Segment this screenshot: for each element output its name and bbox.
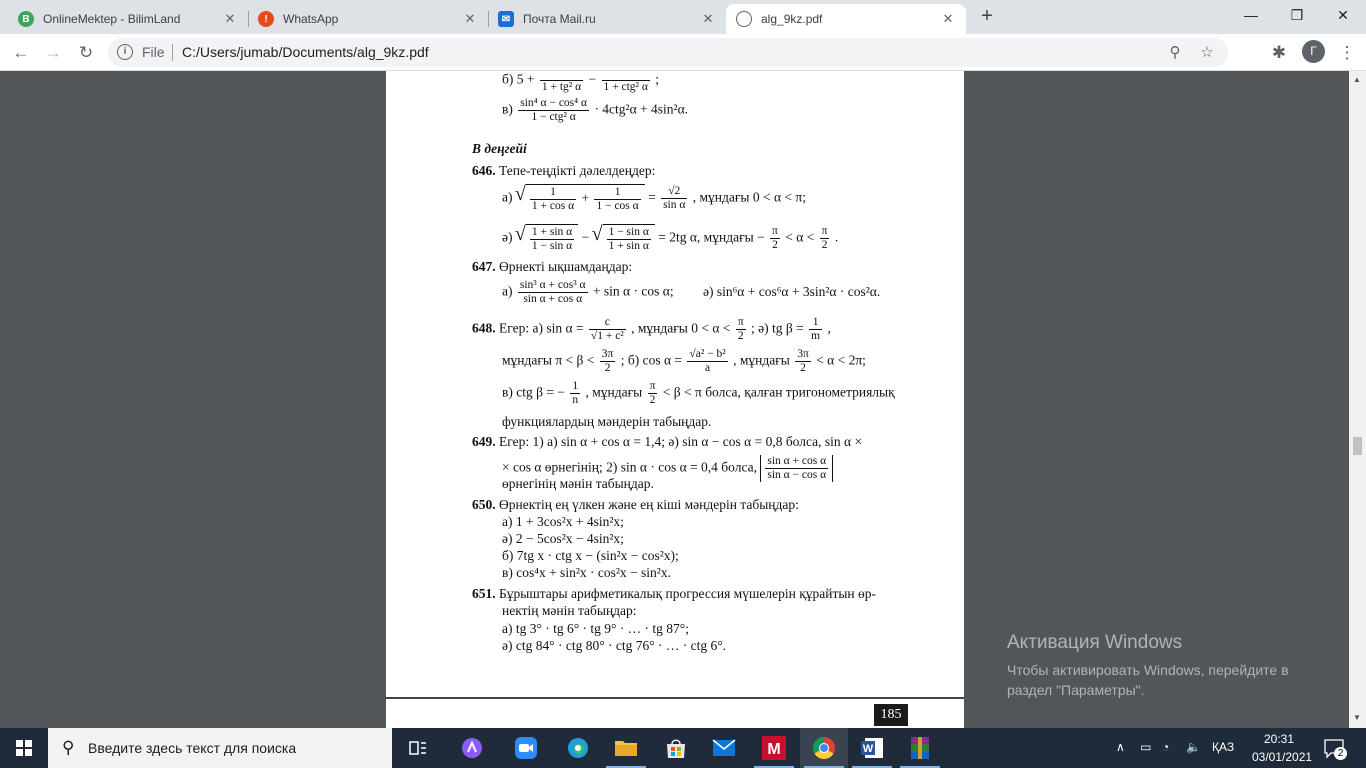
fraction: $\frac{\text{sin⁴ α − cos⁴ α}}{\text{1 − ctg² α}}$	[520, 97, 588, 123]
problem-647	[472, 259, 632, 275]
text-fragment: ә) sin⁶α + cos⁶α + 3sin²α · cos²α.	[702, 283, 881, 299]
text-line: нектің мәнін табыңдар:	[502, 603, 637, 618]
clock-time: 20:31	[1263, 732, 1295, 746]
text-fragment: , мұндағы 0 < α <	[631, 320, 731, 336]
new-tab-button[interactable]: +	[981, 5, 993, 27]
minimize-button[interactable]: —	[1244, 7, 1258, 23]
list-item: ә) ctg 84° · ctg 80° · ctg 76° · … · ctg 6°.	[502, 638, 727, 653]
tab-mail[interactable]	[488, 4, 726, 34]
tab-title: alg_9kz.pdf	[761, 12, 823, 26]
fraction: $\frac{\pi}{2}$	[649, 380, 656, 406]
mail-app-icon[interactable]	[700, 728, 748, 768]
vertical-scrollbar[interactable]	[1349, 71, 1366, 728]
tab-whatsapp[interactable]	[248, 4, 488, 34]
problem-number: 651.	[472, 586, 496, 601]
fraction: $\frac{\pi}{2}$	[737, 316, 744, 342]
problem-text: Бұрыштары арифметикалық прогрессия мүшелерін құрайтын өр-	[499, 586, 877, 601]
tab-title: OnlineMektep - BilimLand	[43, 12, 181, 26]
chevron-up-icon[interactable]: ∧	[1116, 740, 1125, 754]
url-text[interactable]: C:/Users/jumab/Documents/alg_9kz.pdf	[182, 44, 429, 60]
svg-text:W: W	[862, 743, 874, 755]
problem-text: Өрнекті ықшамдаңдар:	[499, 259, 633, 274]
fraction: 1 + tg² α	[540, 71, 583, 94]
problem-650	[472, 497, 799, 513]
back-button[interactable]: ←	[12, 43, 30, 62]
text-line: өрнегінің мәнін табыңдар.	[502, 476, 654, 491]
text-fragment: ә)	[502, 229, 513, 245]
language-indicator[interactable]: ҚАЗ	[1212, 740, 1235, 754]
tab-title: Почта Mail.ru	[523, 12, 596, 26]
text-fragment: , мұндағы 0 < α < π;	[692, 189, 806, 205]
bilimland-icon: B	[18, 11, 34, 27]
text-fragment: мұндағы π < β <	[502, 352, 595, 368]
problem-number: 648.	[472, 320, 496, 336]
problem-number: 646.	[472, 163, 496, 178]
address-bar[interactable]	[108, 38, 1228, 67]
list-item: а) tg 3° · tg 6° · tg 9° · … · tg 87°;	[502, 621, 689, 636]
close-icon[interactable]: ✕	[464, 11, 476, 26]
task-view-icon[interactable]	[394, 728, 442, 768]
text-fragment: б) 5 +	[502, 71, 535, 87]
maximize-button[interactable]: ❐	[1290, 7, 1304, 23]
close-icon[interactable]: ✕	[702, 11, 714, 26]
text-fragment: < α <	[785, 229, 815, 245]
globe-icon	[736, 11, 752, 27]
problem-649	[472, 434, 862, 450]
text-fragment: ; б) cos α =	[620, 352, 683, 368]
watermark-title: Активация Windows	[1007, 632, 1183, 653]
alice-assistant-icon[interactable]	[448, 728, 496, 768]
text-fragment: ,	[827, 320, 831, 336]
problem-648	[472, 316, 831, 343]
close-icon[interactable]: ✕	[942, 11, 954, 26]
bookmark-star-icon[interactable]: ☆	[1200, 44, 1214, 61]
whatsapp-icon: !	[258, 11, 274, 27]
text-line	[502, 380, 895, 407]
problem-text: Өрнектің ең үлкен және ең кіші мәндерін табыңдар:	[499, 497, 799, 512]
text-fragment: Егер: а) sin α =	[499, 320, 584, 336]
radical: √ $\frac{\text{1 − sin α}}{\text{1 + sin α}}$	[603, 224, 655, 253]
problem-number: 649.	[472, 434, 496, 449]
mysql-app-icon[interactable]	[750, 728, 798, 768]
list-item: ә) 2 − 5cos²x − 4sin²x;	[502, 531, 624, 546]
clock-date: 03/01/2021	[1252, 750, 1313, 764]
notifications-button[interactable]	[1322, 736, 1346, 760]
zoom-app-icon[interactable]	[502, 728, 550, 768]
scrollbar-thumb[interactable]	[1353, 437, 1362, 455]
pdf-viewer[interactable]	[0, 71, 1366, 728]
fraction: $\frac{\pi}{2}$	[821, 225, 828, 251]
text-fragment: < α < 2π;	[816, 352, 866, 368]
text-fragment: · 4ctg²α + 4sin²α.	[594, 101, 689, 117]
info-icon[interactable]: i	[117, 44, 133, 60]
radical: √ $\frac{\text{1 + sin α}}{\text{1 − sin α}}$	[526, 224, 578, 253]
volume-icon[interactable]: 🔈	[1186, 740, 1201, 754]
page-footer-line	[386, 697, 964, 699]
zoom-icon[interactable]: ⚲	[1169, 44, 1181, 61]
text-fragment: , мұндағы	[733, 352, 790, 368]
fraction: $\frac{\text{√a² − b²}}{a}$	[689, 348, 726, 374]
fraction: $\frac{1}{n}$	[572, 380, 579, 406]
forward-button[interactable]: →	[44, 43, 62, 62]
fraction: $\frac{1}{m}$	[811, 316, 821, 342]
system-clock[interactable]	[1252, 730, 1313, 766]
svg-text:M: M	[767, 741, 781, 758]
search-placeholder: Введите здесь текст для поиска	[88, 740, 297, 756]
list-item: а) 1 + 3cos²x + 4sin²x;	[502, 514, 624, 529]
text-fragment: ;	[655, 71, 660, 87]
tab-alg-pdf[interactable]	[726, 4, 966, 34]
text-line: функциялардың мәндерін табыңдар.	[502, 414, 712, 429]
problem-646	[472, 163, 655, 179]
fraction: $\frac{3\pi}{2}$	[601, 348, 614, 374]
text-fragment: + sin α · cos α;	[592, 283, 674, 299]
text-line: б) 5 + 1 + tg² α − 1 + ctg² α ;	[502, 71, 659, 94]
problem-number: 650.	[472, 497, 496, 512]
section-heading: В деңгейі	[472, 141, 527, 156]
edge-icon[interactable]	[554, 728, 602, 768]
store-icon[interactable]	[652, 728, 700, 768]
profile-avatar[interactable]: Г	[1302, 40, 1325, 63]
winrar-icon[interactable]	[896, 728, 944, 768]
notification-count: 2	[1334, 747, 1347, 760]
word-icon[interactable]	[848, 728, 896, 768]
chrome-icon[interactable]	[800, 728, 848, 768]
taskbar	[0, 728, 1366, 768]
text-fragment: .	[834, 229, 839, 245]
page-number: 185	[874, 704, 908, 726]
start-button[interactable]	[0, 728, 48, 768]
list-item: в) cos⁴x + sin²x · cos²x − sin²x.	[502, 565, 671, 580]
text-fragment: < β < π болса, қалған тригонометриялық	[662, 384, 895, 400]
radical: √ $\frac{1}{\text{1 + cos α}}$ + $\frac{1}{\text{1 − cos α}}$	[526, 184, 645, 213]
file-explorer-icon[interactable]	[602, 728, 650, 768]
text-fragment: в)	[502, 101, 513, 117]
menu-kebab-icon[interactable]: ⋮	[1338, 43, 1356, 62]
fraction: $\frac{\pi}{2}$	[772, 225, 778, 251]
problem-651	[472, 586, 876, 602]
browser-toolbar	[0, 34, 1366, 71]
window-close-button[interactable]: ✕	[1337, 7, 1349, 23]
fraction: $\frac{\text{sin³ α + cos³ α}}{\text{sin α + cos α}}$	[519, 279, 586, 305]
text-fragment: в) ctg β = −	[502, 384, 565, 400]
battery-icon[interactable]: ▭	[1140, 740, 1152, 754]
fraction: $\frac{c}{\text{√1 + c²}}$	[590, 316, 624, 342]
mail-icon: ✉	[498, 11, 514, 27]
text-fragment: ; ә) tg β =	[751, 320, 804, 336]
extensions-icon[interactable]: ✱	[1271, 43, 1287, 62]
text-fragment: а)	[502, 189, 513, 205]
text-fragment: а)	[502, 283, 513, 299]
reload-button[interactable]: ↻	[78, 43, 94, 62]
problem-text: Тепе-теңдікті дәлелдеңдер:	[499, 163, 656, 178]
absolute-value: $\frac{\text{sin α + cos α}}{\text{sin α − cos α}}$	[760, 455, 833, 482]
text-line	[502, 279, 880, 306]
text-fragment: , мұндағы	[585, 384, 643, 400]
activation-watermark	[1007, 632, 1327, 700]
tab-title: WhatsApp	[283, 12, 339, 26]
tab-strip	[0, 0, 1366, 34]
fraction: $\frac{3\pi}{2}$	[797, 348, 809, 374]
scroll-down-icon[interactable]: ▼	[1353, 713, 1361, 722]
problem-number: 647.	[472, 259, 496, 274]
taskbar-search[interactable]	[48, 728, 392, 768]
text-fragment: × cos α өрнегінің; 2) sin α · cos α = 0,4 болса,	[502, 459, 757, 475]
text-line: ә) √ $\frac{\text{1 + sin α}}{\text{1 − sin α}}$ − √ $\frac{\text{1 − sin α}}{\text{1 + sin α}}$ = 2tg α, мұндағы − $\frac{\pi}{2}$ < α < $\frac{\pi}{2}$ .	[502, 224, 838, 253]
tab-onlinemektep[interactable]	[8, 4, 248, 34]
fraction: $\frac{√2}{\text{sin α}}$	[663, 185, 686, 211]
scheme-label: File	[142, 44, 165, 60]
fraction: 1 + ctg² α	[602, 71, 650, 94]
text-line: а) √ $\frac{1}{\text{1 + cos α}}$ + $\frac{1}{\text{1 − cos α}}$ = $\frac{√2}{\text{sin α}}$ , мұндағы 0 < α < π;	[502, 184, 806, 213]
windows-logo-icon	[0, 728, 48, 768]
list-item: б) 7tg x · ctg x − (sin²x − cos²x);	[502, 548, 679, 563]
watermark-text: Чтобы активировать Windows, перейдите в раздел "Параметры".	[1007, 662, 1289, 698]
address-divider	[172, 44, 173, 61]
text-line	[502, 97, 688, 124]
close-icon[interactable]: ✕	[224, 11, 236, 26]
text-fragment: Егер: 1) а) sin α + cos α = 1,4; ә) sin α − cos α = 0,8 болса, sin α ×	[499, 434, 863, 449]
network-icon[interactable]: ◔	[1162, 740, 1170, 754]
search-icon: ⚲	[62, 738, 75, 757]
text-fragment: = 2tg α, мұндағы −	[658, 229, 765, 245]
scroll-up-icon[interactable]: ▲	[1353, 75, 1361, 84]
text-line	[502, 348, 866, 375]
